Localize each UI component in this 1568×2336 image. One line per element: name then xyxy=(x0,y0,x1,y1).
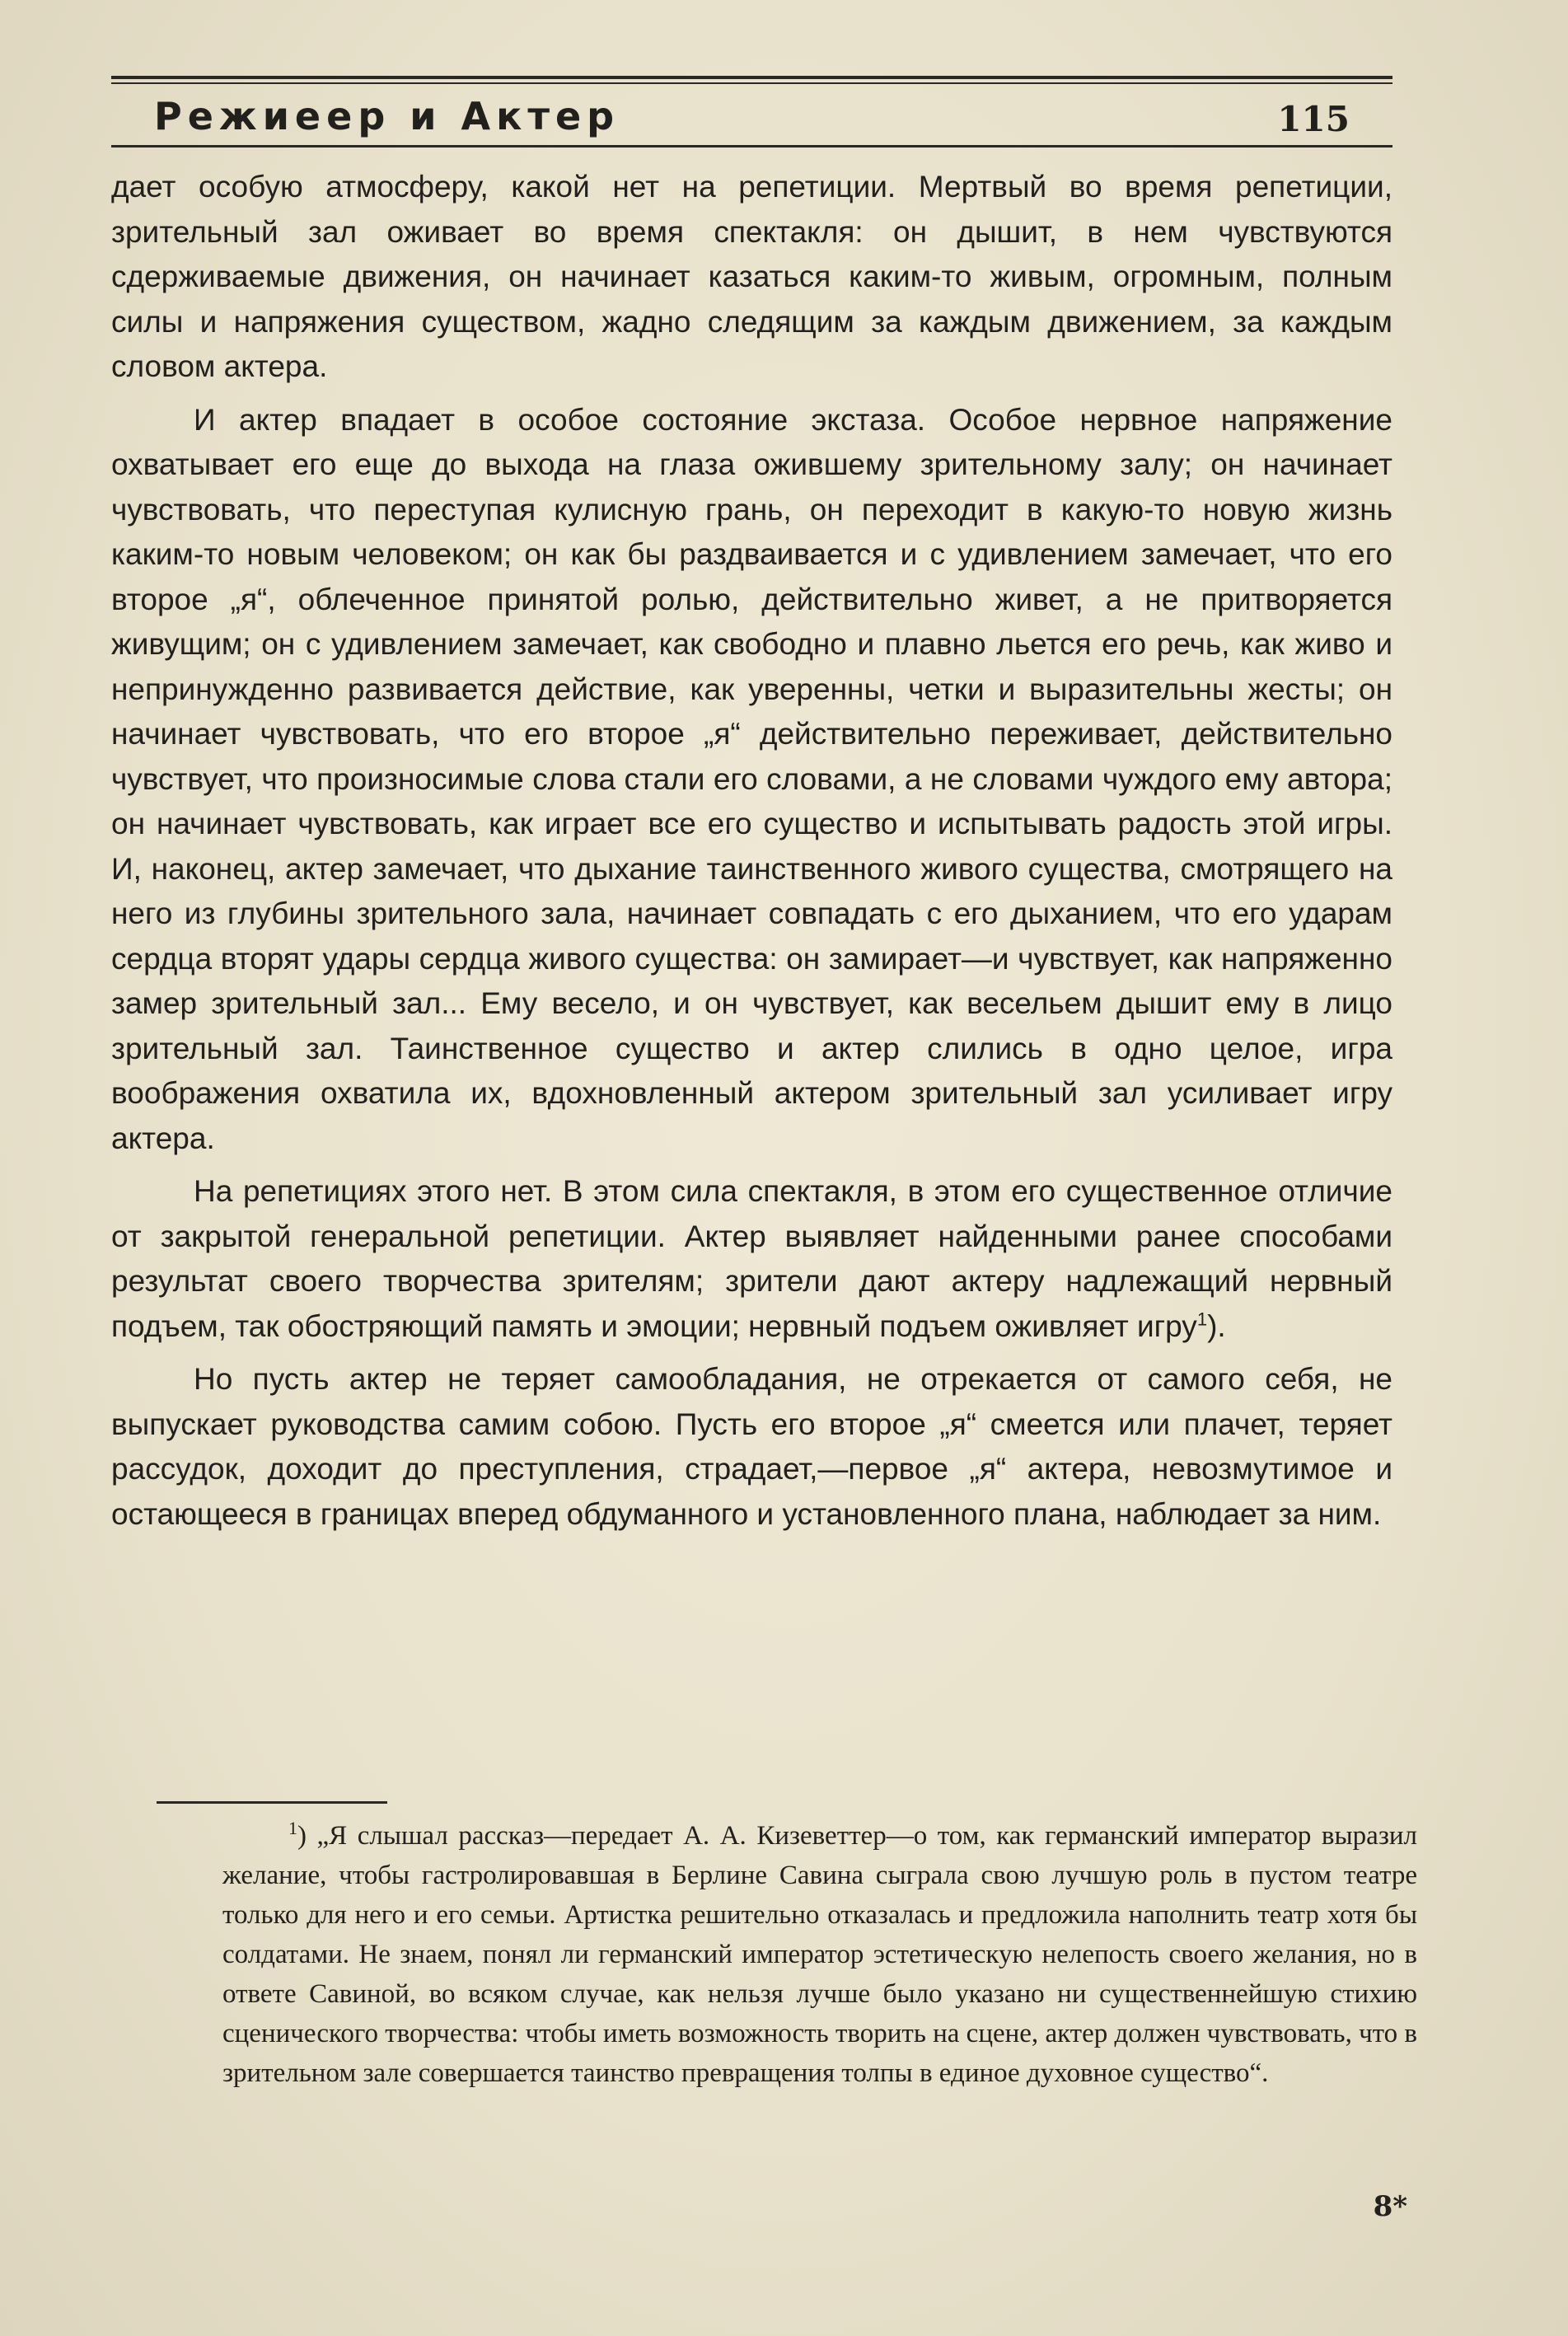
footnote-reference: 1 xyxy=(1196,1308,1208,1330)
paragraph-2: И актер впадает в особое состояние экстаза. Особое нервное напряжение охватывает его еще до выхода на глаза ожившему зрительному залу; он начинает чувствовать, что переступая кулисную грань, он переходит в какую-то новую жизнь каким-то новым человеком; он как бы раздваивается и с удивлением замечает, что его второе „я“, облеченное принятой ролью, действительно живет, а не притворяется живущим; он с удивлением замечает, как свободно и плавно льется его речь, как живо и непринужденно развивается действие, как уверенны, четки и выразительны жесты; он начинает чувствовать, что его второе „я“ действительно переживает, действительно чувствует, что произносимые слова стали его словами, а не словами чуждого ему автора; он начинает чувствовать, как играет все его существо и испытывать радость этой игры. И, наконец, актер замечает, что дыхание таинственного живого существа, смотрящего на него из глубины зрительного зала, начинает совпадать с его дыханием, что его ударам сердца вторят удары сердца живого существа: он замирает—и чувствует, как напряженно замер зрительный зал... Ему весело, и он чувствует, как весельем дышит ему в лицо зрительный зал. Таинственное существо и актер слились в одно целое, игра воображения охватила их, вдохновленный актером зрительный зал усиливает игру актера. xyxy=(111,402,1392,1155)
paragraph-3 xyxy=(111,1169,1392,1349)
paragraph-3-end: ). xyxy=(1207,1308,1226,1343)
main-text xyxy=(111,165,1392,1537)
footnote-marker: 1 xyxy=(288,1818,297,1838)
footnote-text: ) „Я слышал рассказ—передает А. А. Кизеветтер—о том, как германский император выразил желание, чтобы гастролировавшая в Берлине Савина сыграла свою лучшую роль в пустом театре только для него и его семьи. Артистка решительно отказалась и предложила наполнить театр хотя бы солдатами. Не знаем, понял ли германский император эстетическую нелепость своего желания, но в ответе Савиной, во всяком случае, как нельзя лучше было указано ни существеннейшую стихию сценического творчества: чтобы иметь возможность творить на сцене, актер должен чувствовать, что в зрительном зале совершается таинство превращения толпы в единое духовное существо“. xyxy=(222,1821,1417,2088)
paragraph-3-text: На репетициях этого нет. В этом сила спектакля, в этом его существенное отличие от закрытой генеральной репетиции. Актер выявляет найденными ранее способами результат своего творчества зрителям; зрители дают актеру надлежащий нервный подъем, так обостряющий память и эмоции; нервный подъем оживляет игру xyxy=(111,1174,1392,1343)
header-top-rule xyxy=(111,76,1392,79)
page-number: 115 xyxy=(1277,99,1350,139)
footnote-text-block xyxy=(222,1816,1417,2093)
header-bottom-rule xyxy=(111,145,1392,147)
running-title: Режиеер и Актер xyxy=(154,94,620,138)
footnote-separator xyxy=(157,1801,387,1804)
signature-mark: 8* xyxy=(1373,2190,1407,2223)
paragraph-1: дает особую атмосферу, какой нет на репетиции. Мертвый во время репетиции, зрительный зал оживает во время спектакля: он дышит, в нем чувствуются сдерживаемые движения, он начинает казаться каким-то живым, огромным, полным силы и напряжения существом, жадно следящим за каждым движением, за каждым словом актера. xyxy=(111,170,1392,383)
paragraph-4: Но пусть актер не теряет самообладания, не отрекается от самого себя, не выпускает руководства самим собою. Пусть его второе „я“ смеется или плачет, теряет рассудок, доходит до преступления, страдает,—первое „я“ актера, невозмутимое и остающееся в границах вперед обдуманного и установленного плана, наблюдает за ним. xyxy=(111,1362,1392,1531)
running-header xyxy=(111,91,1392,143)
footnote xyxy=(222,1816,1417,2093)
header-top-rule-thin xyxy=(111,82,1392,84)
